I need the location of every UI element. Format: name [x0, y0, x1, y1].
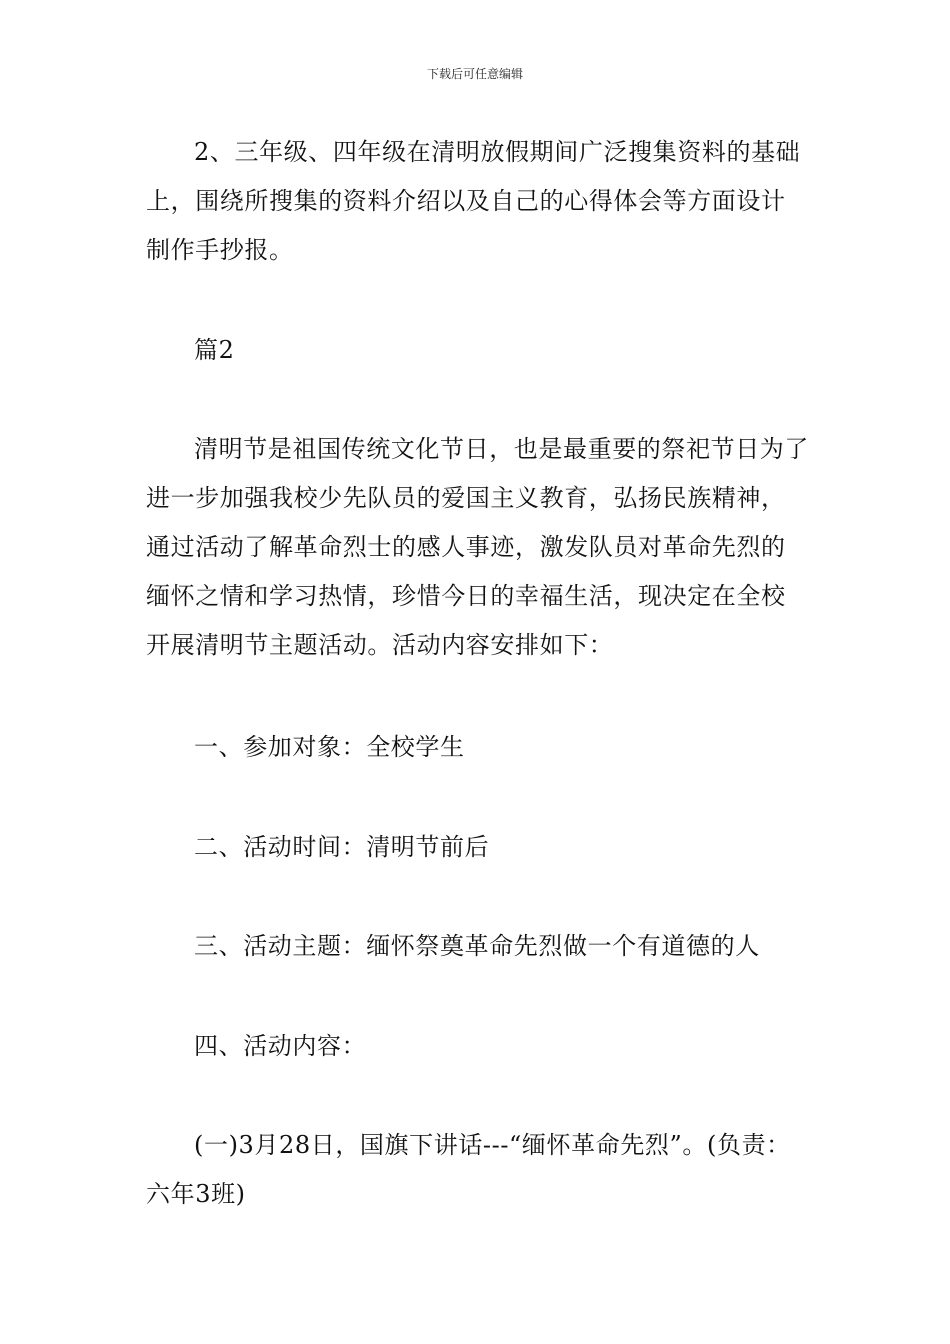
paragraph-intro: 清明节是祖国传统文化节日，也是最重要的祭祀节日为了进一步加强我校少先队员的爱国主义教育，弘扬民族精神，通过活动了解革命烈士的感人事迹，激发队员对革命先烈的缅怀之情和学习热情，珍惜今日的幸福生活，现决定在全校开展清明节主题活动。活动内容安排如下： [146, 435, 809, 659]
item-theme: 三、活动主题：缅怀祭奠革命先烈做一个有道德的人 [194, 932, 760, 960]
item-participants: 一、参加对象：全校学生 [194, 733, 465, 761]
item-flag-speech: (一)3月28日，国旗下讲话---“缅怀革命先烈”。(负责：六年3班) [146, 1131, 791, 1208]
paragraph-handwritten-newspaper: 2、三年级、四年级在清明放假期间广泛搜集资料的基础上，围绕所搜集的资料介绍以及自己的心得体会等方面设计制作手抄报。 [146, 138, 801, 264]
section-heading: 篇2 [194, 336, 235, 364]
item-time: 二、活动时间：清明节前后 [194, 833, 490, 861]
page-header: 下载后可任意编辑 [426, 67, 523, 81]
item-content: 四、活动内容： [194, 1032, 367, 1060]
